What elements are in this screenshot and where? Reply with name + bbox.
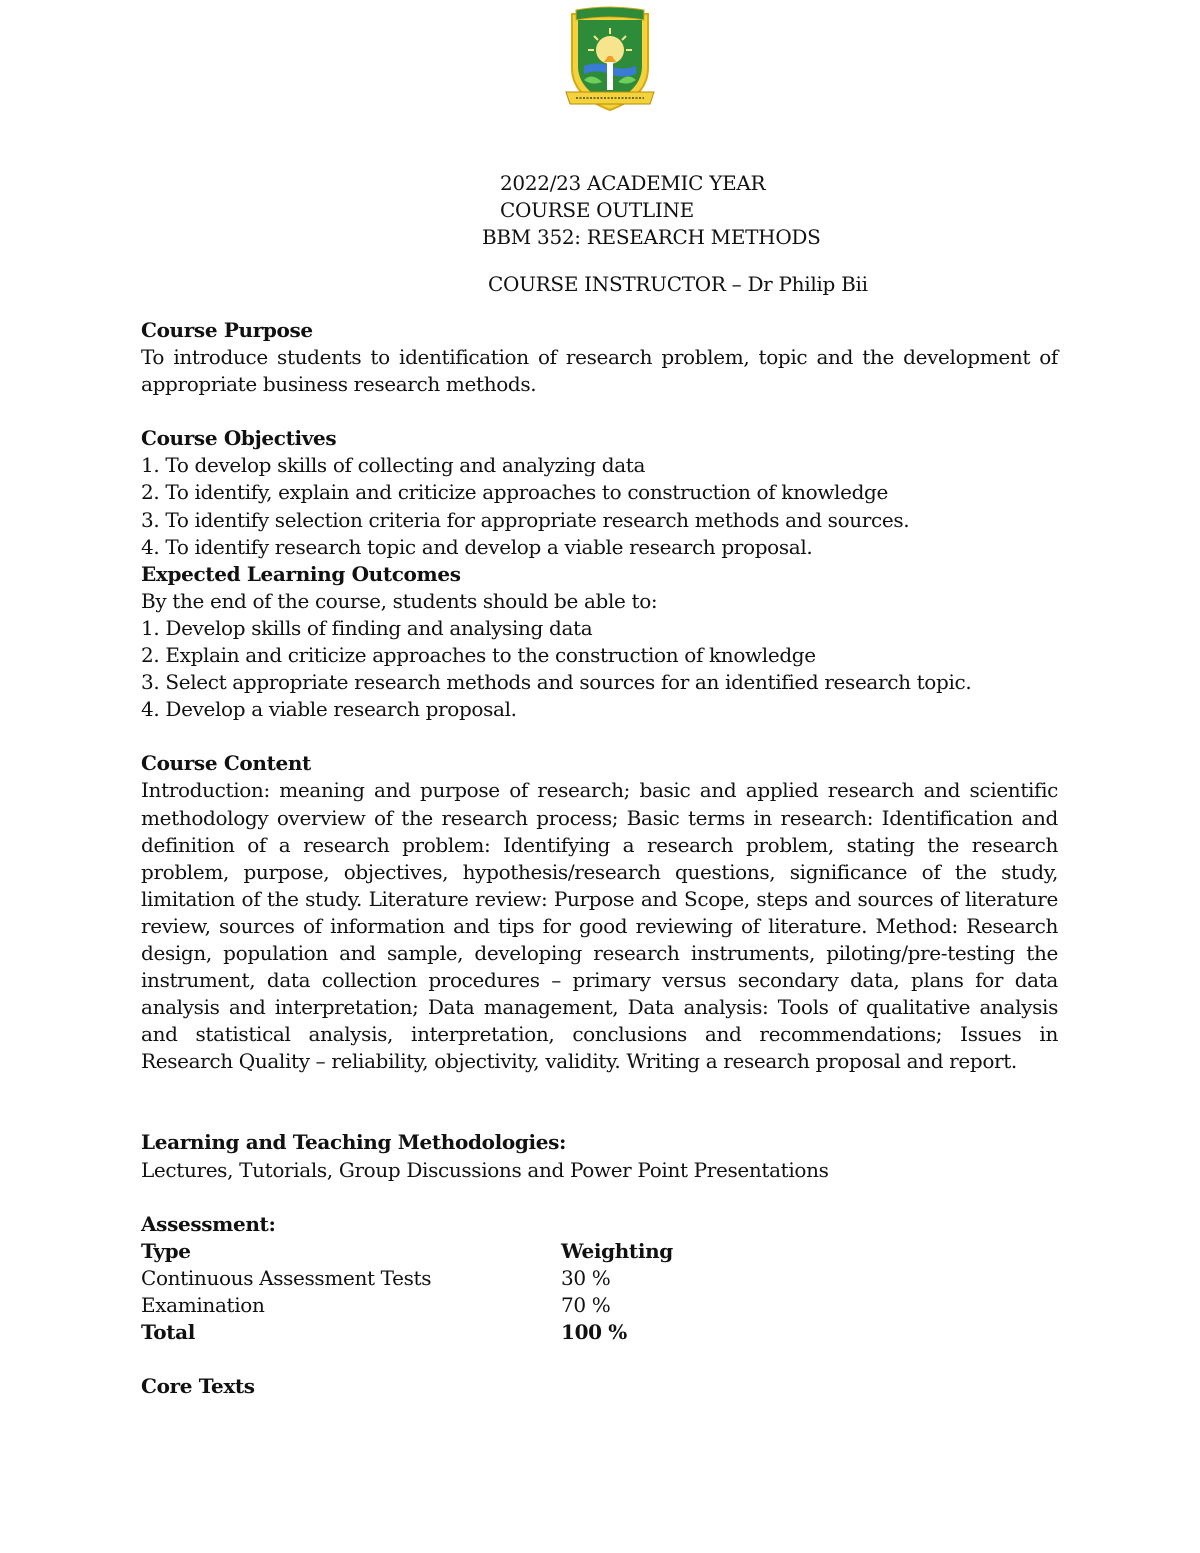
assessment-total-label: Total bbox=[141, 1320, 195, 1344]
outcome-item: 2. Explain and criticize approaches to the construction of knowledge bbox=[141, 643, 816, 668]
learning-outcomes-intro: By the end of the course, students should be able to: bbox=[141, 588, 658, 613]
course-content-text: Introduction: meaning and purpose of research; basic and applied research and scientific methodology overview of the research process; Basic terms in research: Identification and definition of a research problem: Identifying a research problem, stating the research problem, purpose, objectives, hypothesis/research questions, significance of the study, limitation of the study. Literature review: Purpose and Scope, steps and sources of literature review, sources of information and tips for good reviewing of literature. Method: Research design, population and sample, developing research instruments, piloting/pre-testing the instrument, data collection procedures – primary versus secondary data, plans for data analysis and interpretation; Data management, Data analysis: Tools of qualitative analysis and statistical analysis, interpretation, conclusions and recommendations; Issues in Research Quality – reliability, objectivity, validity. Writing a research proposal and report. bbox=[141, 778, 1058, 1074]
assessment-heading: Assessment: bbox=[141, 1211, 276, 1236]
course-instructor: COURSE INSTRUCTOR – Dr Philip Bii bbox=[488, 272, 868, 296]
university-crest-logo bbox=[562, 6, 658, 118]
assessment-weight: 30 % bbox=[561, 1265, 611, 1290]
assessment-weighting-column-header: Weighting bbox=[561, 1238, 673, 1263]
outcome-item: 4. Develop a viable research proposal. bbox=[141, 697, 517, 722]
teaching-methodologies-heading: Learning and Teaching Methodologies: bbox=[141, 1130, 567, 1155]
assessment-row bbox=[141, 1292, 1058, 1319]
assessment-row bbox=[141, 1265, 1058, 1292]
assessment-weight: 70 % bbox=[561, 1292, 611, 1317]
assessment-header-row bbox=[141, 1238, 1058, 1265]
outcome-item: 3. Select appropriate research methods and sources for an identified research topic. bbox=[141, 670, 972, 695]
course-code-title: BBM 352: RESEARCH METHODS bbox=[482, 225, 821, 249]
objective-item: 2. To identify, explain and criticize approaches to construction of knowledge bbox=[141, 480, 888, 505]
academic-year-heading: 2022/23 ACADEMIC YEAR bbox=[500, 171, 766, 195]
assessment-type: Examination bbox=[141, 1292, 265, 1317]
objective-item: 1. To develop skills of collecting and analyzing data bbox=[141, 453, 646, 478]
course-purpose-text: To introduce students to identification of research problem, topic and the development of appropriate business research methods. bbox=[141, 345, 1058, 397]
core-texts-heading: Core Texts bbox=[141, 1374, 255, 1399]
outcome-item: 1. Develop skills of finding and analysing data bbox=[141, 615, 593, 640]
assessment-total-row bbox=[141, 1319, 1058, 1346]
course-outline-body bbox=[141, 317, 1058, 1400]
teaching-methodologies-text: Lectures, Tutorials, Group Discussions and Power Point Presentations bbox=[141, 1157, 829, 1182]
assessment-total-value: 100 % bbox=[561, 1320, 627, 1344]
assessment-type: Continuous Assessment Tests bbox=[141, 1265, 432, 1290]
objective-item: 3. To identify selection criteria for appropriate research methods and sources. bbox=[141, 507, 910, 532]
objective-item: 4. To identify research topic and develop a viable research proposal. bbox=[141, 534, 813, 559]
course-content-heading: Course Content bbox=[141, 751, 311, 776]
assessment-type-column-header: Type bbox=[141, 1238, 191, 1263]
course-objectives-heading: Course Objectives bbox=[141, 426, 337, 451]
learning-outcomes-heading: Expected Learning Outcomes bbox=[141, 561, 461, 586]
course-outline-heading: COURSE OUTLINE bbox=[500, 198, 694, 222]
course-purpose-heading: Course Purpose bbox=[141, 318, 313, 342]
